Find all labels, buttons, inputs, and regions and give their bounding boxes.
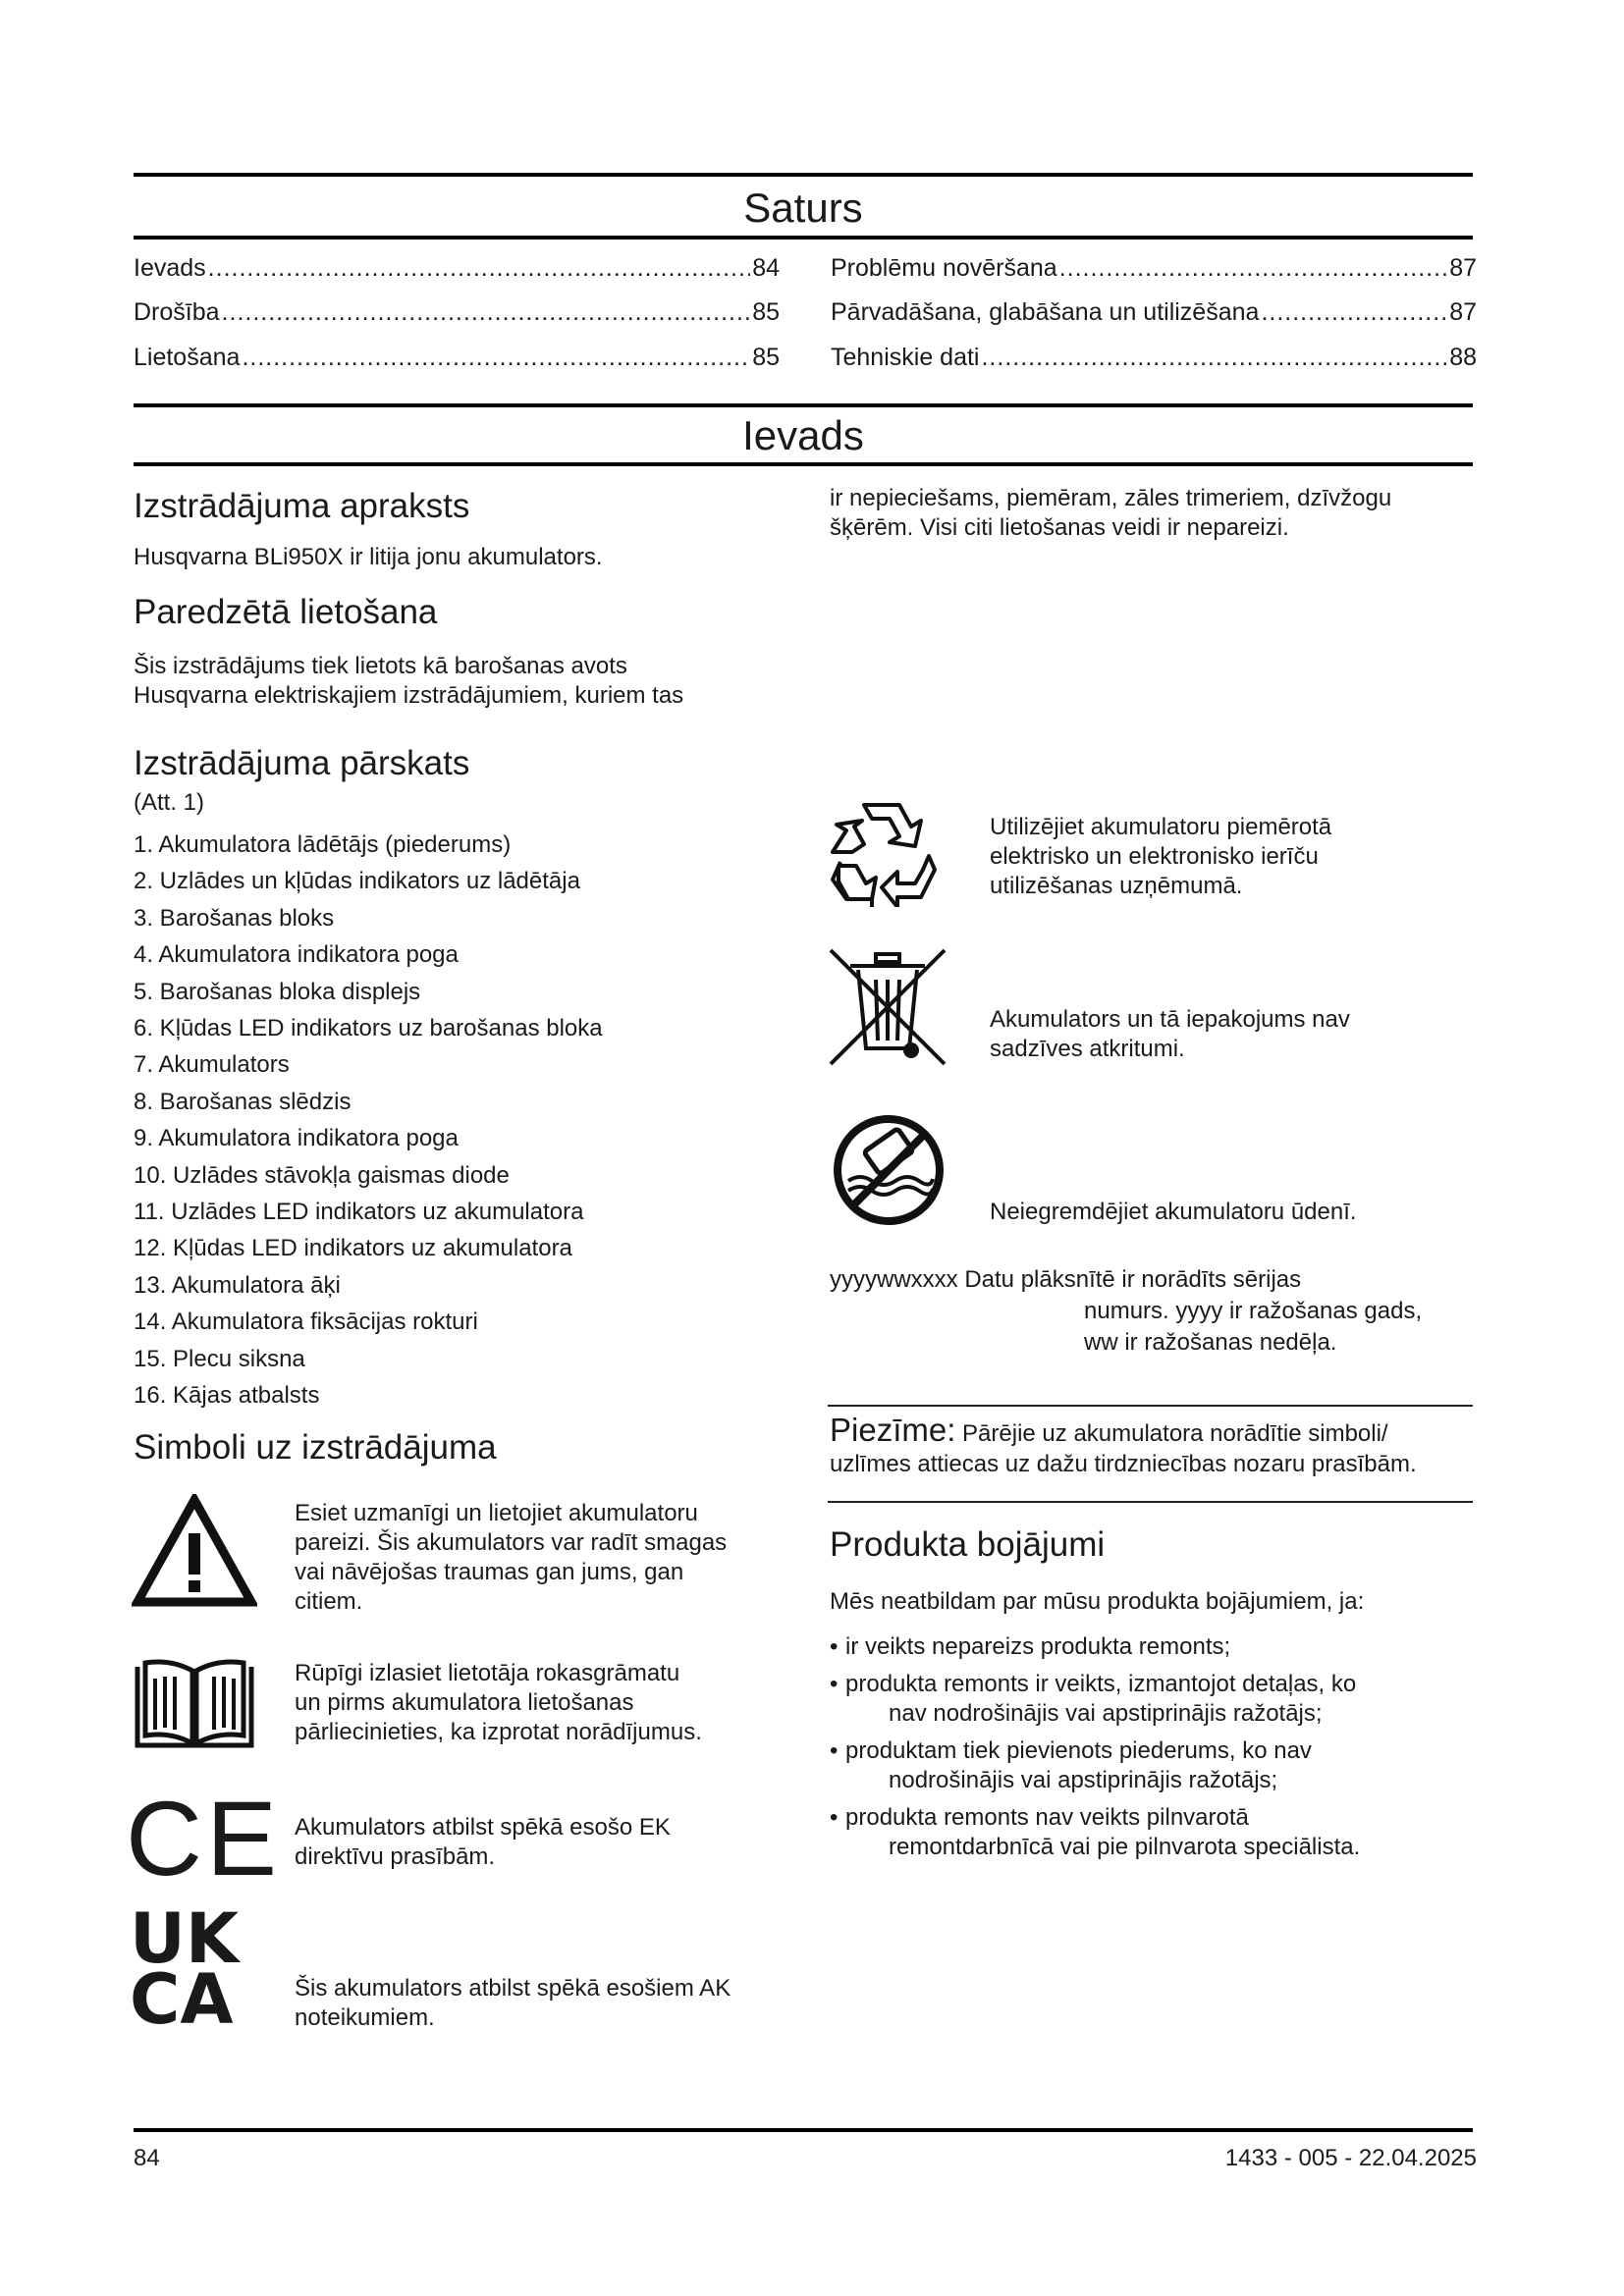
recycle-icon [825,797,941,907]
toc-entry-ievads[interactable] [134,253,780,283]
overview-item: 10. Uzlādes stāvokļa gaismas diode [134,1161,510,1189]
intro-title: Ievads [742,412,864,458]
toc-label: Pārvadāšana, glabāšana un utilizēšana [831,298,1260,326]
damage-item: • ir veikts nepareizs produkta remonts; [830,1633,1231,1660]
warning-triangle-icon [132,1494,257,1608]
toc-entry-tehniskie-dati[interactable] [831,343,1477,372]
toc-label: Ievads [134,254,206,282]
document-id: 1433 - 005 - 22.04.2025 [1224,2145,1477,2171]
overview-figure-ref: (Att. 1) [134,789,205,816]
toc-leader [1059,253,1447,283]
note-text-1: Pārējie uz akumulatora norādītie simboli/ [962,1420,1388,1447]
toc-label: Tehniskie dati [831,344,980,371]
toc-page: 85 [752,298,780,326]
page-number: 84 [134,2145,160,2171]
toc-entry-parvadasana[interactable] [831,297,1477,327]
ce-text: Akumulators atbilst spēkā esošo EK direktīvu prasībām. [295,1814,671,1870]
intro-bottom-rule [134,462,1473,466]
intended-use-line-4: šķērēm. Visi citi lietošanas veidi ir nepareizi. [830,514,1289,541]
symbols-heading: Simboli uz izstrādājuma [134,1428,497,1467]
intended-use-line-2: Husqvarna elektriskajiem izstrādājumiem, kuriem tas [134,682,684,709]
toc-page: 84 [752,254,780,282]
overview-list [134,827,603,1415]
damage-item: • produkta remonts nav veikts pilnvarotā remontdarbnīcā vai pie pilnvarota speciālista. [830,1804,1361,1860]
damage-intro: Mēs neatbildam par mūsu produkta bojājumiem, ja: [830,1588,1365,1615]
ukca-text: Šis akumulators atbilst spēkā esošiem AK noteikumiem. [295,1975,731,2031]
toc-page: 87 [1449,298,1477,326]
toc-leader [208,253,751,283]
intended-use-line-3: ir nepieciešams, piemēram, zāles trimeriem, dzīvžogu [830,485,1392,511]
overview-item: 16. Kājas atbalsts [134,1382,320,1410]
damage-item: • produktam tiek pievienots piederums, ko nav nodrošinājis vai apstiprinājis ražotājs; [830,1737,1312,1793]
crossed-bin-icon [827,946,948,1068]
no-immersion-icon [831,1112,947,1228]
serial-line-2: numurs. yyyy ir ražošanas gads, [1084,1298,1423,1324]
toc-page: 85 [752,344,780,371]
recycle-text: Utilizējiet akumulatoru piemērotā elektrisko un elektronisko ierīču utilizēšanas uzņēmumā. [990,814,1332,899]
bin-text: Akumulators un tā iepakojums nav sadzīves atkritumi. [990,1006,1350,1062]
toc-entry-drosiba[interactable] [134,297,780,327]
toc-entry-problemu-noversana[interactable] [831,253,1477,283]
damage-heading: Produkta bojājumi [830,1525,1106,1564]
footer-rule [134,2128,1473,2132]
note-label: Piezīme: [830,1412,956,1448]
note-text-2: uzlīmes attiecas uz dažu tirdzniecības nozaru prasībām. [830,1451,1417,1477]
overview-item: 11. Uzlādes LED indikators uz akumulatora [134,1199,584,1226]
intended-use-heading: Paredzētā lietošana [134,593,438,631]
note-bottom-rule [828,1501,1473,1503]
overview-item: 6. Kļūdas LED indikators uz barošanas bloka [134,1015,603,1042]
toc-entry-lietosana[interactable] [134,343,780,372]
note-box [830,1412,1478,1479]
toc-leader [242,343,750,372]
overview-item: 15. Plecu siksna [134,1345,305,1372]
overview-item: 1. Akumulatora lādētājs (piederums) [134,831,512,858]
toc-leader [981,343,1447,372]
overview-item: 7. Akumulators [134,1051,290,1079]
overview-heading: Izstrādājuma pārskats [134,744,470,782]
water-text: Neiegremdējiet akumulatoru ūdenī. [990,1199,1357,1225]
description-text: Husqvarna BLi950X ir litija jonu akumulators. [134,544,603,570]
serial-line-1: yyyywwxxxx Datu plāksnītē ir norādīts sērijas [830,1266,1302,1293]
overview-item: 8. Barošanas slēdzis [134,1088,352,1115]
damage-item: • produkta remonts ir veikts, izmantojot detaļas, ko nav nodrošinājis vai apstiprinājis ražotājs; [830,1671,1357,1727]
overview-item: 2. Uzlādes un kļūdas indikators uz lādētāja [134,868,580,895]
overview-item: 9. Akumulatora indikatora poga [134,1125,459,1152]
toc-top-rule [134,173,1473,177]
manual-text: Rūpīgi izlasiet lietotāja rokasgrāmatu un pirms akumulatora lietošanas pārliecinieties, ka izprotat norādījumus. [295,1660,702,1745]
warning-text: Esiet uzmanīgi un lietojiet akumulatoru pareizi. Šis akumulators var radīt smagas vai nāvējošas traumas gan jums, gan citiem. [295,1500,728,1615]
toc-label: Drošība [134,298,220,326]
toc-page: 87 [1449,254,1477,282]
ce-mark-icon: CE [126,1779,282,1897]
overview-item: 3. Barošanas bloks [134,904,335,932]
toc-leader [222,297,751,327]
ukca-mark-icon: UK CA [130,1898,240,2040]
overview-item: 13. Akumulatora āķi [134,1271,341,1299]
toc-title: Saturs [743,185,863,231]
overview-item: 5. Barošanas bloka displejs [134,978,421,1005]
manual-book-icon [132,1657,257,1751]
serial-line-3: ww ir ražošanas nedēļa. [1084,1329,1337,1356]
toc-bottom-rule [134,236,1473,240]
toc-leader [1261,297,1447,327]
overview-item: 4. Akumulatora indikatora poga [134,941,459,969]
note-top-rule [828,1405,1473,1407]
intended-use-line-1: Šis izstrādājums tiek lietots kā barošanas avots [134,653,627,679]
description-heading: Izstrādājuma apraksts [134,487,470,525]
intro-top-rule [134,403,1473,407]
toc-label: Lietošana [134,344,241,371]
overview-item: 12. Kļūdas LED indikators uz akumulatora [134,1235,572,1262]
overview-item: 14. Akumulatora fiksācijas rokturi [134,1308,478,1336]
toc-page: 88 [1449,344,1477,371]
damage-list [818,1632,1466,1870]
toc-label: Problēmu novēršana [831,254,1057,282]
